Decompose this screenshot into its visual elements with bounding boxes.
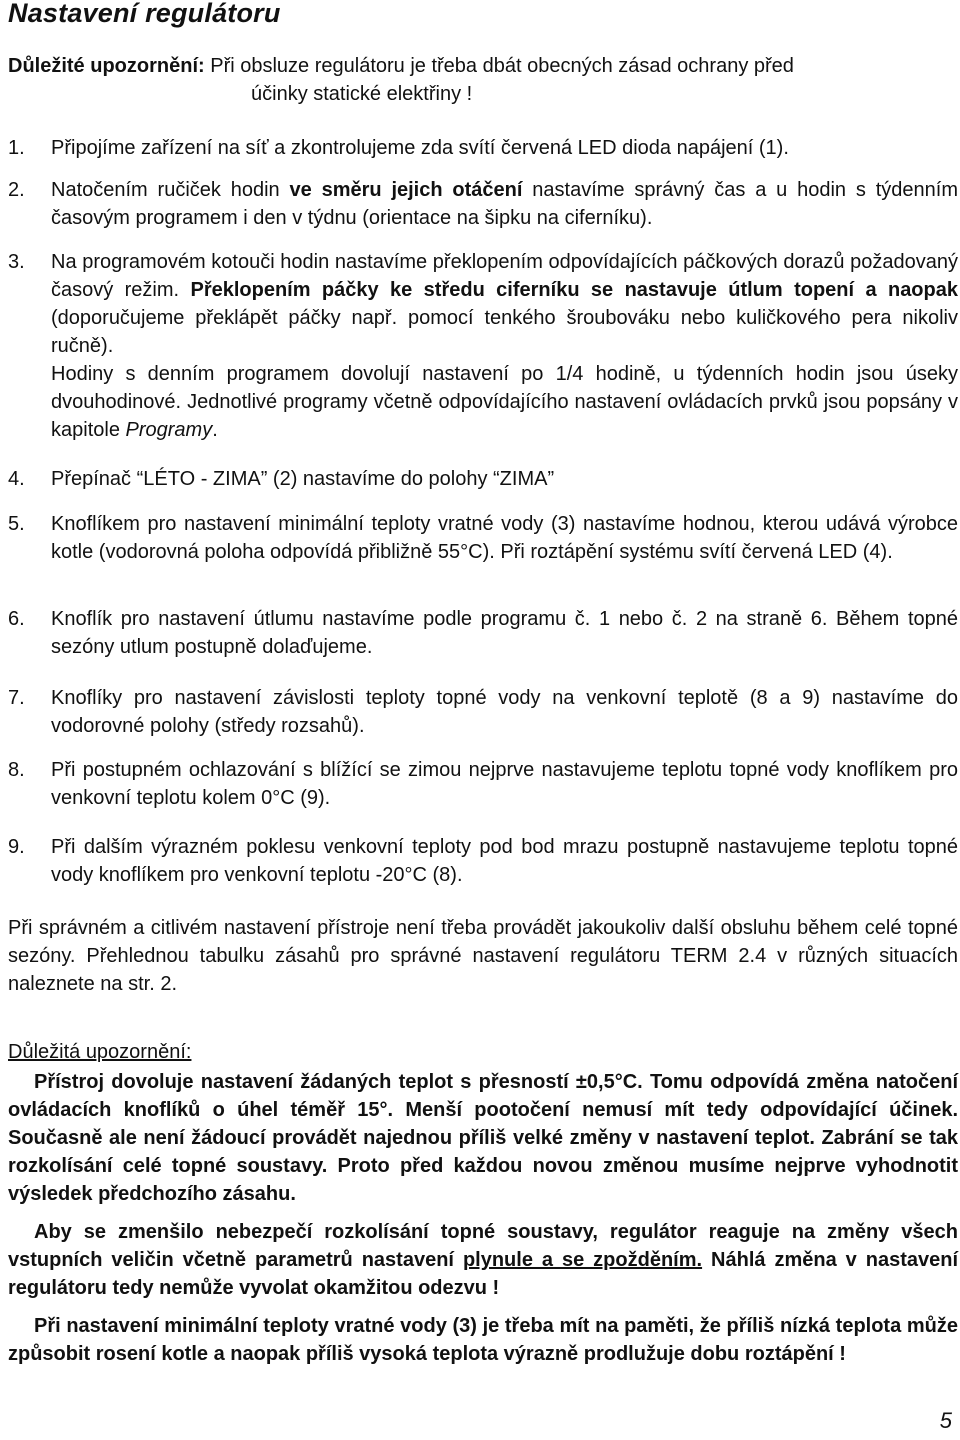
step-text: Přepínač “LÉTO - ZIMA” (2) nastavíme do polohy “ZIMA” xyxy=(51,468,555,490)
step-text: Knoflíkem pro nastavení minimální teploty vratné vody (3) nastavíme hodnou, kterou udává výrobce kotle (vodorovná poloha odpovídá přibližně 55°C). Při roztápění systému svítí červená LED (4). xyxy=(51,513,958,563)
step-number: 8. xyxy=(8,759,25,781)
step-text xyxy=(51,176,958,232)
important-paragraph-1: Přístroj dovoluje nastavení žádaných teplot s přesností ±0,5°C. Tomu odpovídá změna natočení ovládacích knoflíků o úhel téměř 15°. Menší pootočení nemusí mít tedy odpovídající účinek. Současně ale není žádoucí provádět najednou příliš velké změny v nastavení teplot. Zabrání se tak rozkolísání celé topné soustavy. Proto před každou novou změnou musíme nejprve vyhodnotit výsledek předchozího zásahu. xyxy=(8,1071,958,1205)
step-text-bold: ve směru jejich otáčení xyxy=(289,179,523,201)
step-9 xyxy=(8,833,958,889)
step-text-extra xyxy=(51,360,958,444)
step-text-italic: Programy xyxy=(125,419,213,441)
warning-text-line2: účinky statické elektřiny ! xyxy=(251,83,473,105)
step-text-part: Na programovém kotouči hodin nastavíme překlopením odpovídajících páčkových dorazů požadovaný časový režim. xyxy=(51,251,958,301)
important-paragraph-3: Při nastavení minimální teploty vratné vody (3) je třeba mít na paměti, že příliš nízká teplota může způsobit rosení kotle a naopak příliš vysoká teplota výrazně prodlužuje dobu roztápění ! xyxy=(8,1315,958,1365)
step-text-part: Hodiny s denním programem dovolují nastavení po 1/4 hodině, u týdenních hodin jsou úseky dvouhodinové. Jednotlivé programy včetně odpovídajícího nastavení ovládacích prvků jsou popsány v kapitole xyxy=(51,363,958,441)
step-number: 5. xyxy=(8,513,25,535)
step-1 xyxy=(8,134,958,162)
step-text: Při dalším výrazném poklesu venkovní teploty pod bod mrazu postupně nastavujeme teplotu topné vody knoflíkem pro venkovní teplotu -20°C (8). xyxy=(51,836,958,886)
important-heading: Důležitá upozornění: xyxy=(8,1041,192,1063)
step-7 xyxy=(8,684,958,740)
step-5 xyxy=(8,510,958,566)
step-4 xyxy=(8,465,958,493)
step-text-part: . xyxy=(212,419,218,441)
important-paragraph-2 xyxy=(8,1218,958,1302)
step-number: 1. xyxy=(8,137,25,159)
step-number: 2. xyxy=(8,179,25,201)
step-number: 3. xyxy=(8,251,25,273)
step-text: Připojíme zařízení na síť a zkontrolujeme zda svítí červená LED dioda napájení (1). xyxy=(51,137,789,159)
page-title: Nastavení regulátoru xyxy=(8,0,281,28)
step-text-bold: Překlopením páčky ke středu ciferníku se nastavuje útlum topení a naopak xyxy=(190,279,958,301)
warning-note xyxy=(8,52,958,108)
step-text xyxy=(51,248,958,360)
step-number: 9. xyxy=(8,836,25,858)
step-2 xyxy=(8,176,958,232)
step-text: Knoflík pro nastavení útlumu nastavíme podle programu č. 1 nebo č. 2 na straně 6. Během topné sezóny utlum postupně dolaďujeme. xyxy=(51,608,958,658)
paragraph-part: Náhlá změna v nastavení regulátoru tedy nemůže vyvolat okamžitou odezvu ! xyxy=(8,1249,958,1299)
step-text: Knoflíky pro nastavení závislosti teploty topné vody na venkovní teplotě (8 a 9) nastavíme do vodorovné polohy (středy rozsahů). xyxy=(51,687,958,737)
step-number: 6. xyxy=(8,608,25,630)
step-8 xyxy=(8,756,958,812)
paragraph-part: Aby se zmenšilo nebezpečí rozkolísání topné soustavy, regulátor reaguje na změny všech vstupních veličin včetně parametrů nastavení xyxy=(8,1221,958,1271)
summary-paragraph: Při správném a citlivém nastavení přístroje není třeba provádět jakoukoliv další obsluhu během celé topné sezóny. Přehlednou tabulku zásahů pro správné nastavení regulátoru TERM 2.4 v různých situacích naleznete na str. 2. xyxy=(8,917,958,995)
step-6 xyxy=(8,605,958,661)
step-text-part: (doporučujeme překlápět páčky např. pomocí tenkého šroubováku nebo kuličkového pera nikoliv ručně). xyxy=(51,307,958,357)
step-number: 7. xyxy=(8,687,25,709)
warning-label: Důležité upozornění: xyxy=(8,55,205,77)
step-text-part: nastavíme správný čas a u hodin s týdenním časovým programem i den v týdnu (orientace na šipku na ciferníku). xyxy=(51,179,958,229)
step-number: 4. xyxy=(8,468,25,490)
underlined-phrase: plynule a se zpožděním. xyxy=(462,1249,703,1271)
page-number: 5 xyxy=(939,1408,952,1433)
step-text: Při postupném ochlazování s blížící se zimou nejprve nastavujeme teplotu topné vody knoflíkem pro venkovní teplotu kolem 0°C (9). xyxy=(51,759,958,809)
step-text-part: Natočením ručiček hodin xyxy=(51,179,290,201)
warning-text-line1: Při obsluze regulátoru je třeba dbát obecných zásad ochrany před xyxy=(204,55,794,77)
step-3 xyxy=(8,248,958,444)
